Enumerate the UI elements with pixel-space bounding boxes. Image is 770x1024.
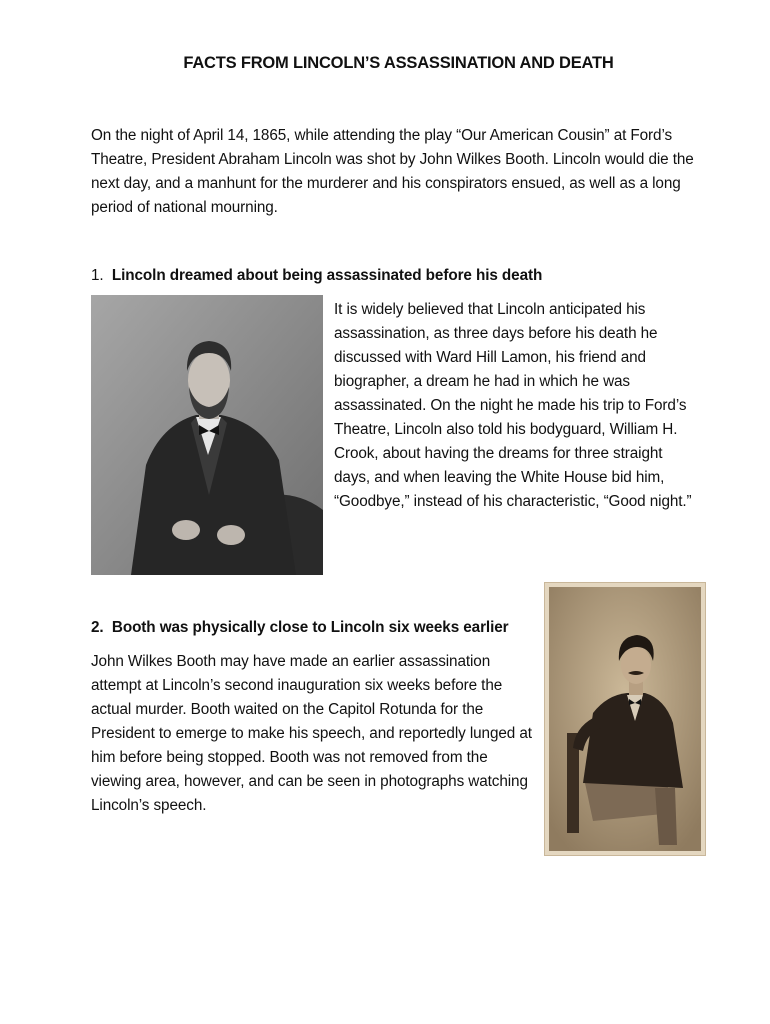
fact-2-heading xyxy=(91,616,509,640)
lincoln-portrait-photo xyxy=(91,295,323,575)
fact-1-heading-text: Lincoln dreamed about being assassinated before his death xyxy=(111,267,543,284)
booth-portrait-photo xyxy=(545,583,705,855)
document-title: FACTS FROM LINCOLN’S ASSASSINATION AND DEATH xyxy=(183,54,614,72)
fact-2-body: John Wilkes Booth may have made an earlier assassination attempt at Lincoln’s second inauguration six weeks before the actual murder. Booth waited on the Capitol Rotunda for the President to emerge to make his speech, and reportedly lunged at him before being stopped. Booth was not removed from the viewing area, however, and can be seen in photographs watching Lincoln’s speech. xyxy=(91,653,532,814)
fact-1-number: 1. xyxy=(91,267,104,284)
fact-2-heading-text: Booth was physically close to Lincoln six weeks earlier xyxy=(111,619,509,636)
fact-2-number: 2. xyxy=(91,619,104,636)
intro-paragraph: On the night of April 14, 1865, while attending the play “Our American Cousin” at Ford’s Theatre, President Abraham Lincoln was shot by John Wilkes Booth. Lincoln would die the next day, and a manhunt for the murderer and his conspirators ensued, as well as a long period of national mourning. xyxy=(91,127,694,216)
fact-1-body: It is widely believed that Lincoln anticipated his assassination, as three days before his death he discussed with Ward Hill Lamon, his friend and biographer, a dream he had in which he was assassinated. On the night he made his trip to Ford’s Theatre, Lincoln also told his bodyguard, William H. Crook, about having the dreams for three straight days, and when leaving the White House bid him, “Goodbye,” instead of his characteristic, “Good night.” xyxy=(334,301,692,510)
fact-1-heading xyxy=(91,264,542,288)
